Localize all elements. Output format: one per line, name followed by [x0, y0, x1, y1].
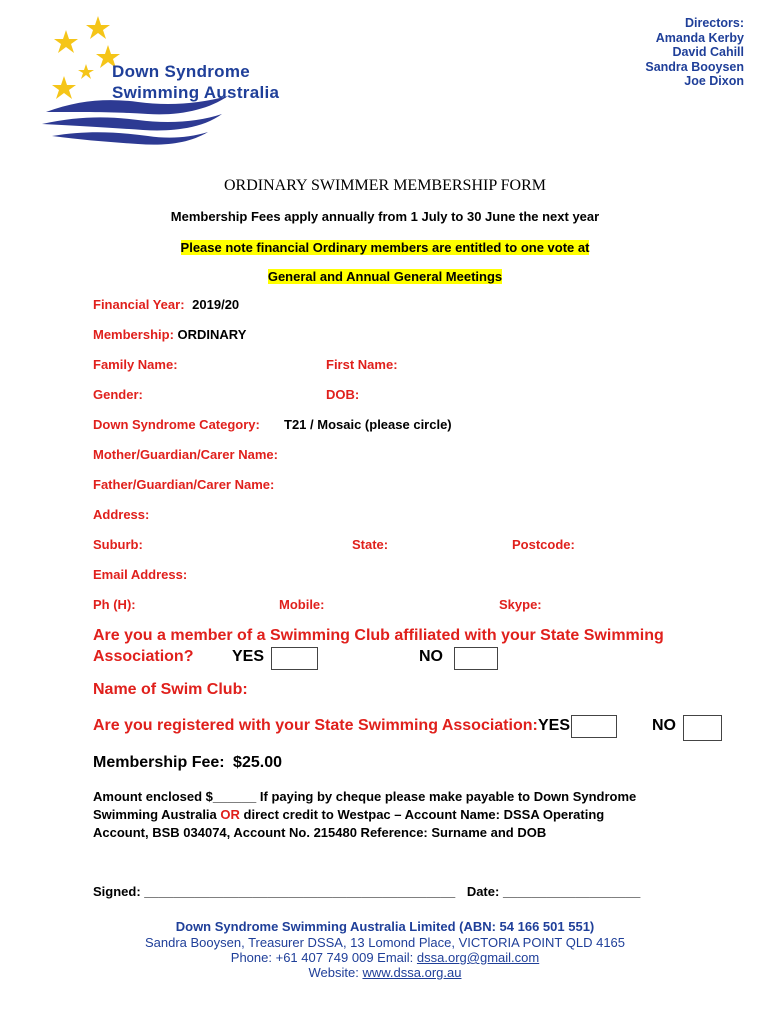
membership-fee-value: $25.00 — [233, 754, 282, 771]
ds-category-label: Down Syndrome Category: — [93, 417, 260, 432]
signature-line[interactable]: ___________________________________________ — [144, 884, 456, 899]
postcode-field[interactable]: Postcode: — [512, 537, 575, 552]
signed-label: Signed: — [93, 884, 141, 899]
footer-email-link[interactable]: dssa.org@gmail.com — [416, 950, 540, 965]
club-no-label: NO — [419, 648, 443, 665]
star-icon — [86, 16, 110, 39]
financial-year-value: 2019/20 — [192, 297, 240, 312]
payment-line2-b: direct credit to Westpac – Account Name: DSSA Operating — [243, 807, 605, 822]
star-icon — [52, 76, 76, 99]
star-icon — [78, 64, 94, 79]
first-name-field[interactable]: First Name: — [326, 357, 398, 372]
swim-club-name-field[interactable]: Name of Swim Club: — [93, 681, 248, 698]
club-no-checkbox[interactable] — [454, 647, 498, 670]
father-guardian-field[interactable]: Father/Guardian/Carer Name: — [93, 477, 275, 492]
assoc-yes-checkbox[interactable] — [571, 715, 617, 738]
director-name: Joe Dixon — [684, 74, 744, 88]
logo-text-line1: Down Syndrome — [112, 62, 251, 81]
club-question-line1: Are you a member of a Swimming Club affiliated with your State Swimming — [93, 627, 664, 644]
payment-line1: Amount enclosed $______ If paying by cheque please make payable to Down Syndrome — [93, 789, 637, 804]
suburb-field[interactable]: Suburb: — [93, 537, 143, 552]
membership-fee-label: Membership Fee: — [93, 754, 225, 771]
phone-home-field[interactable]: Ph (H): — [93, 597, 136, 612]
gender-field[interactable]: Gender: — [93, 387, 143, 402]
footer-website-link[interactable]: www.dssa.org.au — [362, 965, 462, 980]
star-icon — [54, 30, 78, 53]
assoc-no-checkbox[interactable] — [683, 715, 722, 741]
footer-website-label: Website: — [308, 965, 359, 980]
footer-phone: Phone: +61 407 749 009 Email: — [230, 950, 414, 965]
form-title: ORDINARY SWIMMER MEMBERSHIP FORM — [224, 177, 546, 194]
address-field[interactable]: Address: — [93, 507, 150, 522]
director-name: Sandra Booysen — [645, 59, 744, 74]
vote-note-line2: General and Annual General Meetings — [267, 269, 503, 284]
assoc-no-label: NO — [652, 717, 676, 734]
family-name-field[interactable]: Family Name: — [93, 357, 178, 372]
payment-line2-or: OR — [220, 807, 240, 822]
logo-text-line2: Swimming Australia — [112, 83, 280, 102]
directors-block — [645, 16, 744, 89]
mother-guardian-field[interactable]: Mother/Guardian/Carer Name: — [93, 447, 278, 462]
club-yes-label: YES — [232, 648, 265, 665]
assoc-yes-label: YES — [538, 717, 571, 734]
email-field[interactable]: Email Address: — [93, 567, 188, 582]
financial-year-label: Financial Year: — [93, 297, 185, 312]
state-association-question: Are you registered with your State Swimming Association: — [93, 717, 538, 734]
ds-category-options[interactable]: T21 / Mosaic (please circle) — [284, 417, 452, 432]
skype-field[interactable]: Skype: — [499, 597, 542, 612]
date-label: Date: — [466, 884, 500, 899]
directors-heading: Directors: — [684, 16, 744, 30]
date-line[interactable]: ___________________ — [502, 884, 641, 899]
logo-graphic — [38, 12, 298, 152]
director-name: David Cahill — [672, 45, 744, 59]
dob-field[interactable]: DOB: — [326, 387, 360, 402]
state-field[interactable]: State: — [352, 537, 389, 552]
logo — [38, 12, 298, 152]
footer-company: Down Syndrome Swimming Australia Limited (ABN: 54 166 501 551) — [175, 919, 595, 934]
club-question-line2: Association? — [93, 648, 194, 665]
director-name: Amanda Kerby — [655, 30, 744, 45]
payment-line3: Account, BSB 034074, Account No. 215480 Reference: Surname and DOB — [93, 825, 547, 840]
mobile-field[interactable]: Mobile: — [279, 597, 325, 612]
club-yes-checkbox[interactable] — [271, 647, 318, 670]
vote-note-line1: Please note financial Ordinary members are entitled to one vote at — [180, 240, 590, 255]
payment-line2-a: Swimming Australia — [93, 807, 217, 822]
membership-value: ORDINARY — [177, 327, 247, 342]
membership-label: Membership: — [93, 327, 174, 342]
fees-note: Membership Fees apply annually from 1 July to 30 June the next year — [170, 209, 600, 224]
footer-address: Sandra Booysen, Treasurer DSSA, 13 Lomond Place, VICTORIA POINT QLD 4165 — [144, 935, 626, 950]
